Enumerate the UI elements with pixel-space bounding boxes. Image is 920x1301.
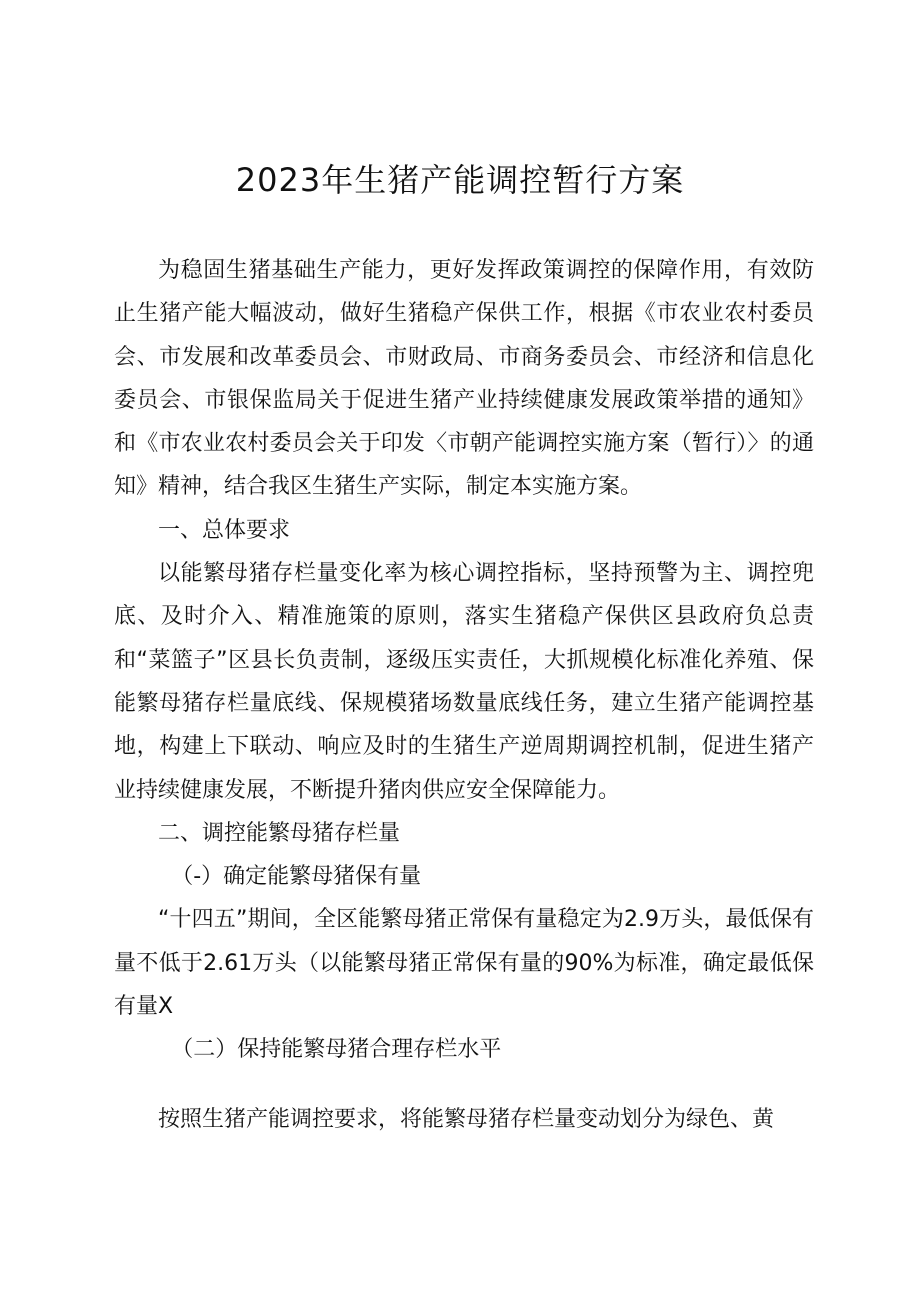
intro-paragraph: 为稳固生猪基础生产能力，更好发挥政策调控的保障作用，有效防止生猪产能大幅波动，做好生猪稳产保供工作，根据《市农业农村委员会、市发展和改革委员会、市财政局、市商务委员会、市经济和信息化委员会、市银保监局关于促进生猪产业持续健康发展政策举措的通知》和《市农业农村委员会关于印发〈市朝产能调控实施方案（暂行）〉的通知》精神，结合我区生猪生产实际，制定本实施方案。	[114, 258, 814, 500]
subsection-heading-maintain-level: （二）保持能繁母猪合理存栏水平	[171, 1037, 502, 1063]
maintain-level-paragraph: 按照生猪产能调控要求，将能繁母猪存栏量变动划分为绿色、黄	[158, 1106, 775, 1132]
subsection-heading-determine-holding: （-）确定能繁母猪保有量	[171, 864, 422, 890]
section-heading-general-requirements: 一、总体要求	[158, 517, 291, 543]
general-requirements-paragraph: 以能繁母猪存栏量变化率为核心调控指标，坚持预警为主、调控兜底、及时介入、精准施策的原则，落实生猪稳产保供区县政府负总责和“菜篮子”区县长负责制，逐级压实责任，大抓规模化标准化养殖、保能繁母猪存栏量底线、保规模猪场数量底线任务，建立生猪产能调控基地，构建上下联动、响应及时的生猪生产逆周期调控机制，促进生猪产业持续健康发展，不断提升猪肉供应安全保障能力。	[114, 561, 814, 803]
section-heading-sow-inventory: 二、调控能繁母猪存栏量	[158, 820, 401, 846]
holding-quantity-paragraph: “十四五”期间，全区能繁母猪正常保有量稳定为2.9万头，最低保有量不低于2.61万头（以能繁母猪正常保有量的90%为标准，确定最低保有量X	[114, 907, 814, 1020]
document-body	[114, 249, 814, 1141]
document-title: 2023年生猪产能调控暂行方案	[235, 161, 685, 199]
